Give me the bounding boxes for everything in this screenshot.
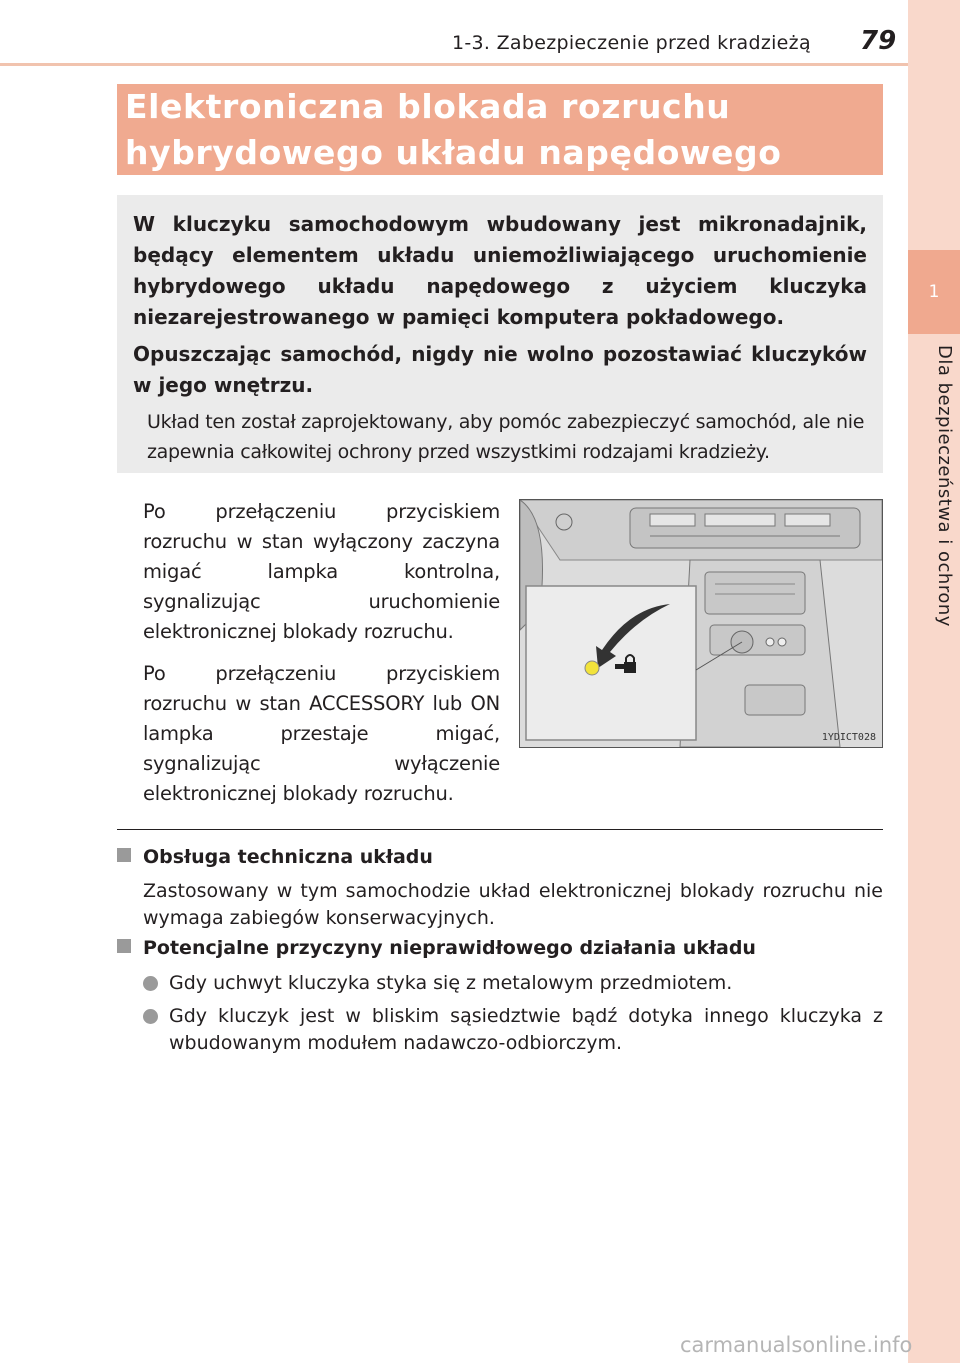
list-item [143, 970, 883, 997]
chapter-side-tab [908, 0, 960, 1363]
dashboard-figure [519, 499, 883, 748]
square-bullet-icon [117, 848, 131, 862]
page-number: 79 [860, 26, 897, 56]
body-paragraph-1: Po przełączeniu przyciskiem rozruchu w stan wyłączony zaczyna migać lampka kontrolna, sygnalizując uruchomienie elektronicznej blokady rozruchu. [143, 500, 500, 643]
malfunction-heading [117, 937, 756, 959]
dashboard-illustration [520, 500, 882, 747]
intro-box [117, 195, 883, 473]
list-item-text: Gdy uchwyt kluczyka styka się z metalowym przedmiotem. [169, 972, 733, 994]
header-section-title: 1-3. Zabezpieczenie przed kradzieżą [452, 32, 811, 54]
section-title-box [117, 84, 883, 175]
section-divider [117, 829, 883, 830]
section-title-line2: hybrydowego układu napędowego [125, 133, 782, 172]
intro-paragraph-2: Opuszczając samochód, nigdy nie wolno pozostawiać kluczyków w jego wnętrzu. [133, 342, 867, 397]
section-title-line1: Elektroniczna blokada rozruchu [125, 87, 731, 126]
header-divider [0, 63, 908, 66]
list-item-text: Gdy kluczyk jest w bliskim sąsiedztwie bądź dotyka innego kluczyka z wbudowanym modułem nadawczo-odbiorczym. [169, 1005, 883, 1054]
body-paragraph-2: Po przełączeniu przyciskiem rozruchu w stan ACCESSORY lub ON lampka przestaje migać, sygnalizując wyłączenie elektronicznej blokady rozruchu. [143, 662, 500, 805]
intro-paragraph-1: W kluczyku samochodowym wbudowany jest mikronadajnik, będący elementem układu uniemożliwiającego uruchomienie hybrydowego układu napędowego z użyciem kluczyka niezarejestrowanego w pamięci komputera pokładowego. [133, 212, 867, 329]
malfunction-heading-text: Potencjalne przyczyny nieprawidłowego działania układu [143, 937, 756, 959]
chapter-number-tab[interactable]: 1 [908, 250, 960, 334]
figure-code: 1YDICT028 [821, 732, 876, 743]
maintenance-heading [117, 846, 433, 868]
watermark-link[interactable]: carmanualsonline.info [680, 1333, 913, 1357]
list-item [143, 1003, 883, 1057]
circle-bullet-icon [143, 976, 158, 991]
chapter-label: Dla bezpieczeństwa i ochrony [934, 345, 955, 627]
maintenance-heading-text: Obsługa techniczna układu [143, 846, 433, 868]
maintenance-text: Zastosowany w tym samochodzie układ elektronicznej blokady rozruchu nie wymaga zabiegów konserwacyjnych. [143, 880, 883, 929]
square-bullet-icon [117, 939, 131, 953]
circle-bullet-icon [143, 1009, 158, 1024]
intro-note: Układ ten został zaprojektowany, aby pomóc zabezpieczyć samochód, ale nie zapewnia całkowitej ochrony przed wszystkimi rodzajami kradzieży. [147, 411, 865, 463]
body-column [143, 497, 500, 821]
